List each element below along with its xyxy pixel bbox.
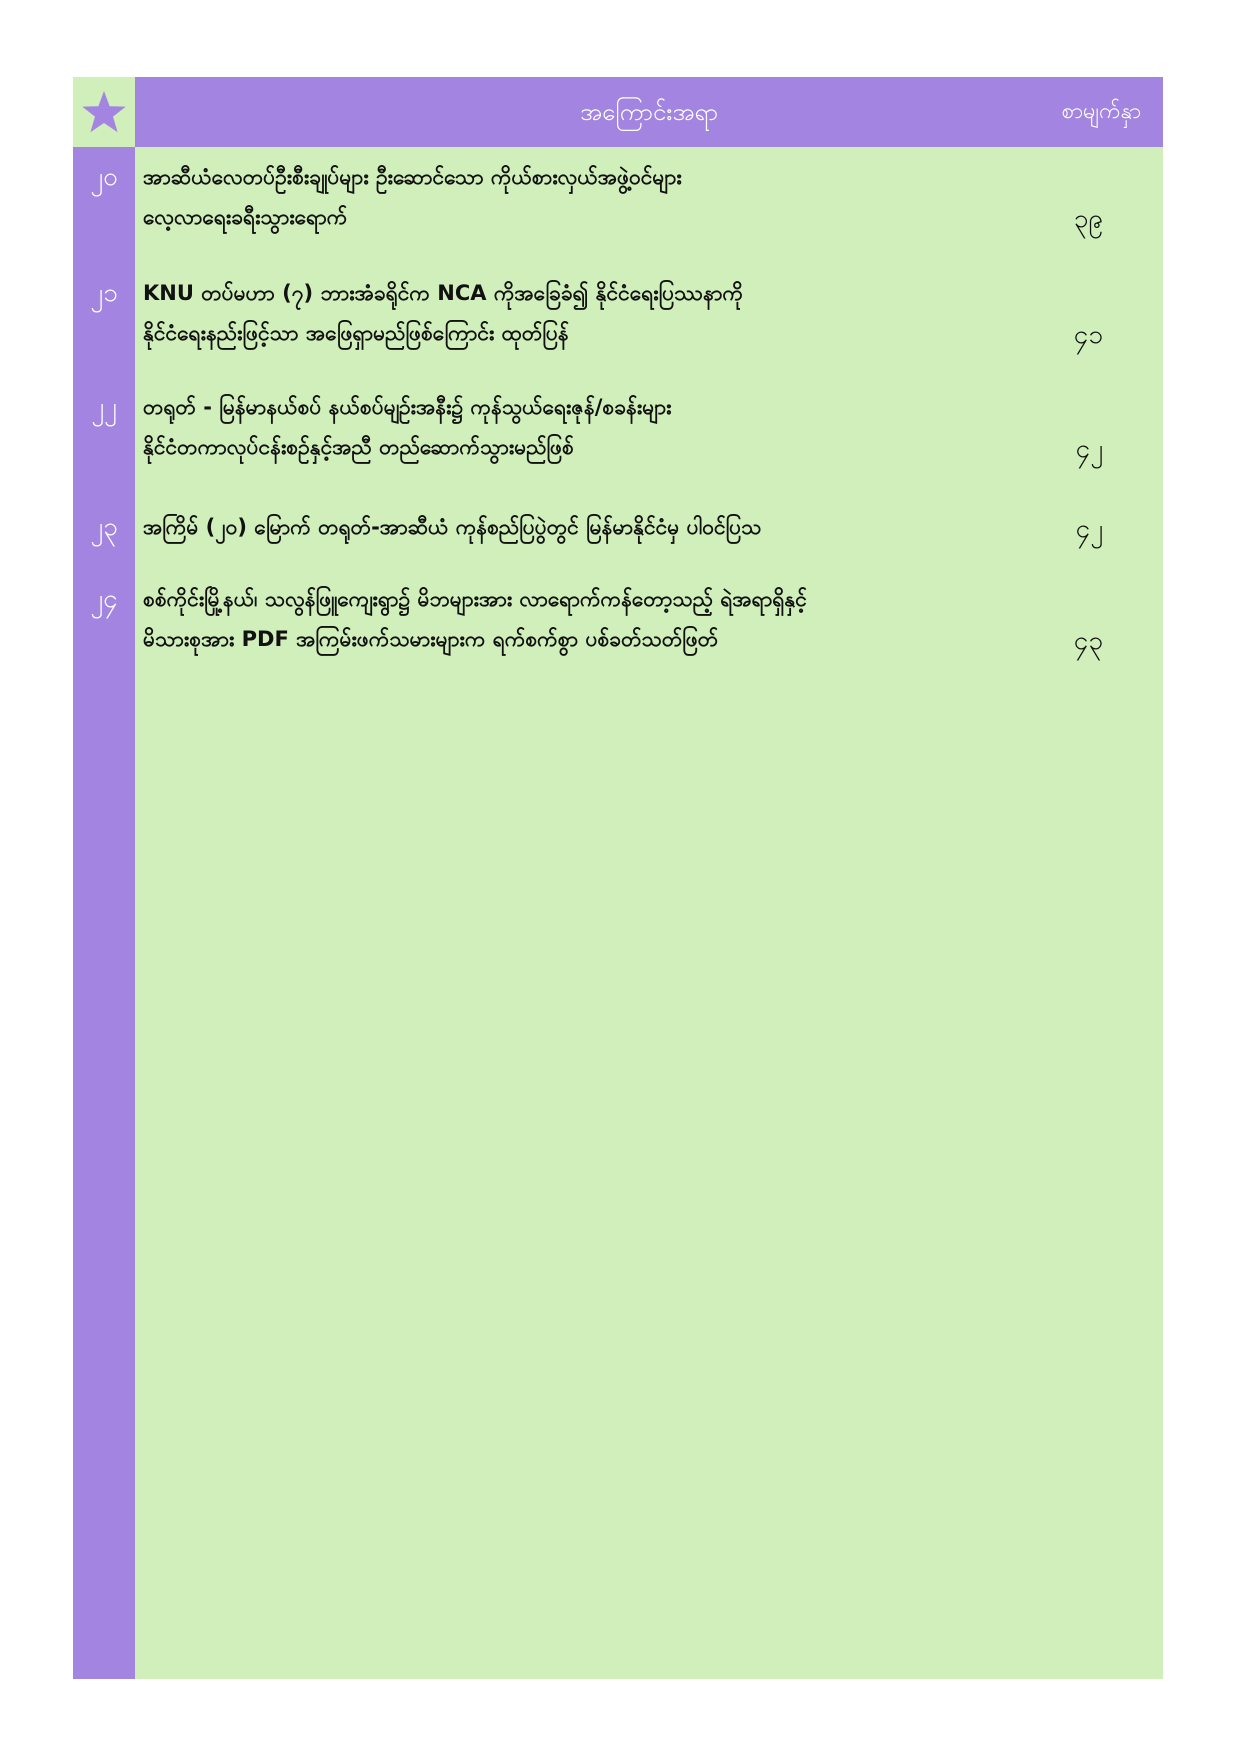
entry-title: KNU တပ်မဟာ (၇) ဘားအံခရိုင်က NCA ကိုအခြေခံ၍ နိုင်ငံရေးပြဿနာကို နိုင်ငံရေးနည်းဖြင့်သာ အဖြေရှာမည်ဖြစ်ကြောင်း ထုတ်ပြန် bbox=[143, 281, 744, 345]
star-cell bbox=[73, 77, 135, 147]
entry-page: ၄၂ bbox=[1075, 434, 1103, 464]
table-of-contents bbox=[73, 77, 1163, 1679]
entry-number: ၂၁ bbox=[90, 278, 118, 308]
header-title: အကြောင်းအရာ bbox=[580, 98, 718, 126]
entry-title: စစ်ကိုင်းမြို့နယ်၊ သလွန်ဖြူကျေးရွာ၌ မိဘများအား လာရောက်ကန်တော့သည့် ရဲအရာရှိနှင့် မိသားစုအား PDF အကြမ်းဖက်သမားများက ရက်စက်စွာ ပစ်ခတ်သတ်ဖြတ် bbox=[143, 587, 807, 651]
entry-title: အကြိမ် (၂၀) မြောက် တရုတ်-အာဆီယံ ကုန်စည်ပြပွဲတွင် မြန်မာနိုင်ငံမှ ပါဝင်ပြသ bbox=[143, 515, 762, 539]
header-page-label: စာမျက်နှာ bbox=[1061, 99, 1141, 124]
entry-number: ၂၀ bbox=[90, 162, 118, 192]
star-icon bbox=[80, 88, 128, 136]
entry-page: ၄၃ bbox=[1073, 626, 1103, 656]
entry-page: ၄၁ bbox=[1073, 320, 1103, 350]
entry-title: အာဆီယံလေတပ်ဦးစီးချုပ်များ ဦးဆောင်သော ကိုယ်စားလှယ်အဖွဲ့ဝင်များ လေ့လာရေးခရီးသွားရောက် bbox=[143, 165, 682, 229]
number-column bbox=[73, 77, 135, 1679]
entry-number: ၂၄ bbox=[90, 584, 118, 614]
entry-number: ၂၂ bbox=[91, 392, 117, 422]
entry-page: ၃၉ bbox=[1073, 204, 1103, 234]
entry-page: ၄၂ bbox=[1075, 514, 1103, 544]
entry-number: ၂၃ bbox=[90, 512, 118, 542]
entry-title: တရုတ် - မြန်မာနယ်စပ် နယ်စပ်မျဉ်းအနီး၌ ကုန်သွယ်ရေးဇုန်/စခန်းများ နိုင်ငံတကာလုပ်ငန်းစဉ်နှင့်အညီ တည်ဆောက်သွားမည်ဖြစ် bbox=[143, 395, 672, 459]
table-header bbox=[135, 77, 1163, 147]
